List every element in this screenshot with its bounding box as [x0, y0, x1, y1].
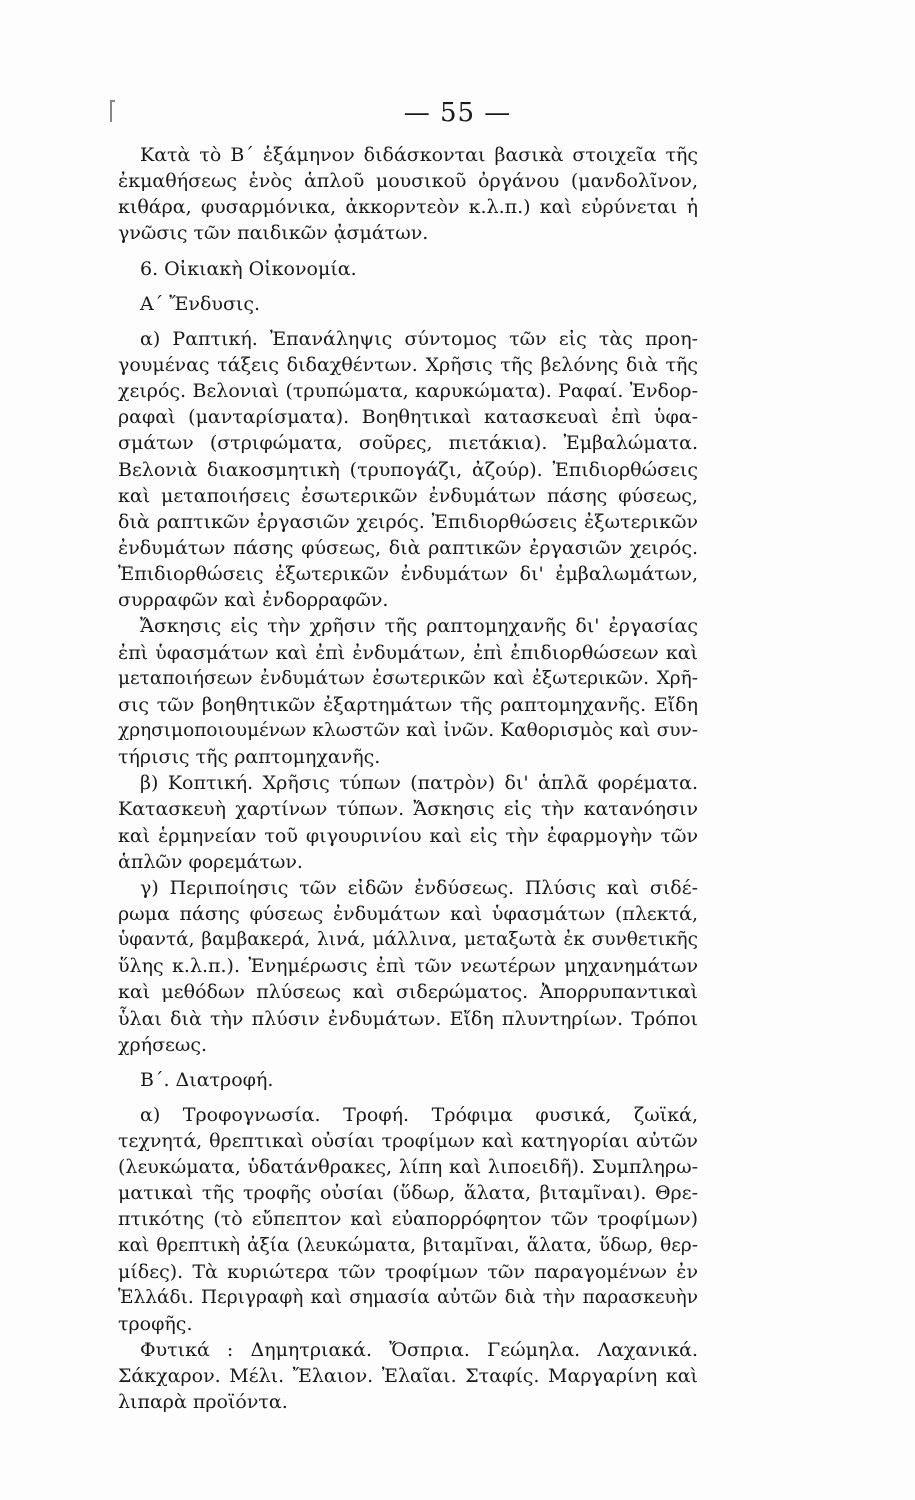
text-line: σμάτων (στριφώματα, σοῦρες, πιετάκια). Ἐμβαλώματα.: [118, 432, 698, 455]
text-line: κιθάρα, φυσαρμόνικα, ἀκκορντεὸν κ.λ.π.) καὶ εὐρύνεται ἡ: [118, 196, 698, 219]
text-line: Ἑλλάδι. Περιγραφὴ καὶ σημασία αὐτῶν διὰ τὴν παρασκευὴν: [118, 1286, 698, 1308]
text-line: τήρισις τῆς ραπτομηχανῆς.: [118, 746, 381, 769]
text-line: μίδες). Τὰ κυριώτερα τῶν τροφίμων τῶν παραγομένων ἐν: [118, 1260, 698, 1283]
text-line: Φυτικά : Δημητριακά. Ὄσπρια. Γεώμηλα. Λαχανικά.: [140, 1339, 698, 1362]
text-line: σις τῶν βοηθητικῶν ἐξαρτημάτων τῆς ραπτομηχανῆς. Εἴδη: [118, 693, 698, 716]
text-line: καὶ μεθόδων πλύσεως καὶ σιδερώματος. Ἀπορρυπαντικαὶ: [118, 981, 698, 1004]
text-line: Σάκχαρον. Μέλι. Ἔλαιον. Ἐλαῖαι. Σταφίς. Μαργαρίνη καὶ: [118, 1365, 698, 1388]
text-line: γνῶσις τῶν παιδικῶν ᾀσμάτων.: [118, 222, 429, 245]
text-line: ἐκμαθήσεως ἑνὸς ἁπλοῦ μουσικοῦ ὀργάνου (μανδολῖνον,: [118, 170, 698, 193]
section-heading: 6. Οἰκιακὴ Οἰκονομία.: [140, 257, 357, 280]
text-line: ἁπλῶν φορεμάτων.: [118, 850, 303, 873]
text-line: χρησιμοποιουμένων κλωστῶν καὶ ἰνῶν. Καθορισμὸς καὶ συν-: [118, 719, 698, 741]
text-line: ὗλαι διὰ τὴν πλύσιν ἐνδυμάτων. Εἴδη πλυντηρίων. Τρόποι: [118, 1007, 698, 1030]
text-line: τροφῆς.: [118, 1313, 193, 1336]
text-line: χειρός. Βελονιαὶ (τρυπώματα, καρυκώματα). Ραφαί. Ἐνδορ-: [118, 380, 698, 403]
text-line: καὶ μεταποιήσεις ἐσωτερικῶν ἐνδυμάτων πάσης φύσεως,: [118, 484, 698, 507]
text-line: Ἐπιδιορθώσεις ἐξωτερικῶν ἐνδυμάτων δι' ἐμβαλωμάτων,: [118, 563, 698, 586]
text-line: ὕλης κ.λ.π.). Ἐνημέρωσις ἐπὶ τῶν νεωτέρων μηχανημάτων: [118, 955, 698, 978]
text-line: Βελονιὰ διακοσμητικὴ (τρυπογάζι, ἀζούρ). Ἐπιδιορθώσεις: [118, 458, 698, 481]
text-line: ὑφαντά, βαμβακερά, λινά, μάλλινα, μεταξωτὰ ἐκ συνθετικῆς: [118, 929, 698, 951]
text-line: λιπαρὰ προϊόντα.: [118, 1391, 288, 1414]
text-line: ἐπὶ ὑφασμάτων καὶ ἐπὶ ἐνδυμάτων, ἐπὶ ἐπιδιορθώσεων καὶ: [118, 641, 698, 664]
text-line: πτικότης (τὸ εὔπεπτον καὶ εὐαπορρόφητον τῶν τροφίμων): [118, 1208, 698, 1231]
text-line: διὰ ραπτικῶν ἐργασιῶν χειρός. Ἐπιδιορθώσεις ἐξωτερικῶν: [118, 510, 698, 533]
text-line: γουμένας τάξεις διδαχθέντων. Χρῆσις τῆς βελόνης διὰ τῆς: [118, 353, 698, 376]
text-line: τεχνητά, θρεπτικαὶ οὐσίαι τροφίμων καὶ κατηγορίαι αὐτῶν: [118, 1130, 698, 1153]
text-line: Κατασκευὴ χαρτίνων τύπων. Ἄσκησις εἰς τὴν κατανόησιν: [118, 798, 698, 821]
text-line: συρραφῶν καὶ ἐνδορραφῶν.: [118, 589, 389, 612]
text-line: καὶ ἑρμηνείαν τοῦ φιγουρινίου καὶ εἰς τὴν ἐφαρμογὴν τῶν: [118, 824, 698, 847]
subsection-heading: Β΄. Διατροφή.: [140, 1068, 274, 1091]
text-line: α) Τροφογνωσία. Τροφή. Τρόφιμα φυσικά, ζωϊκά,: [140, 1103, 698, 1126]
subsection-heading: Α΄ Ἔνδυσις.: [140, 292, 261, 315]
text-line: Κατὰ τὸ Β΄ ἑξάμηνον διδάσκονται βασικὰ στοιχεῖα τῆς: [140, 144, 698, 166]
text-line: (λευκώματα, ὑδατάνθρακες, λίπη καὶ λιποειδῆ). Συμπληρω-: [118, 1156, 698, 1179]
text-line: καὶ θρεπτικὴ ἀξία (λευκώματα, βιταμῖναι, ἅλατα, ὕδωρ, θερ-: [118, 1234, 698, 1256]
text-line: ματικαὶ τῆς τροφῆς οὐσίαι (ὕδωρ, ἅλατα, βιταμῖναι). Θρε-: [118, 1182, 698, 1205]
text-line: β) Κοπτική. Χρῆσις τύπων (πατρὸν) δι' ἁπλᾶ φορέματα.: [140, 772, 698, 795]
text-line: ἐνδυμάτων πάσης φύσεως, διὰ ραπτικῶν ἐργασιῶν χειρός.: [118, 536, 698, 559]
text-line: μεταποιήσεων ἐνδυμάτων ἐσωτερικῶν καὶ ἐξωτερικῶν. Χρῆ-: [118, 667, 698, 689]
page-number: — 55 —: [403, 98, 512, 128]
text-line: ρωμα πάσης φύσεως ἐνδυμάτων καὶ ὑφασμάτων (πλεκτά,: [118, 902, 698, 925]
text-line: γ) Περιποίησις τῶν εἰδῶν ἐνδύσεως. Πλύσις καὶ σιδέ-: [140, 876, 698, 899]
text-line: χρήσεως.: [118, 1033, 208, 1056]
text-line: α) Ραπτική. Ἐπανάληψις σύντομος τῶν εἰς τὰς προη-: [140, 327, 698, 350]
body-text: [118, 142, 698, 1416]
text-line: Ἄσκησις εἰς τὴν χρῆσιν τῆς ραπτομηχανῆς δι' ἐργασίας: [140, 615, 698, 638]
text-line: ραφαὶ (μανταρίσματα). Βοηθητικαὶ κατασκευαὶ ἐπὶ ὑφα-: [118, 406, 698, 429]
